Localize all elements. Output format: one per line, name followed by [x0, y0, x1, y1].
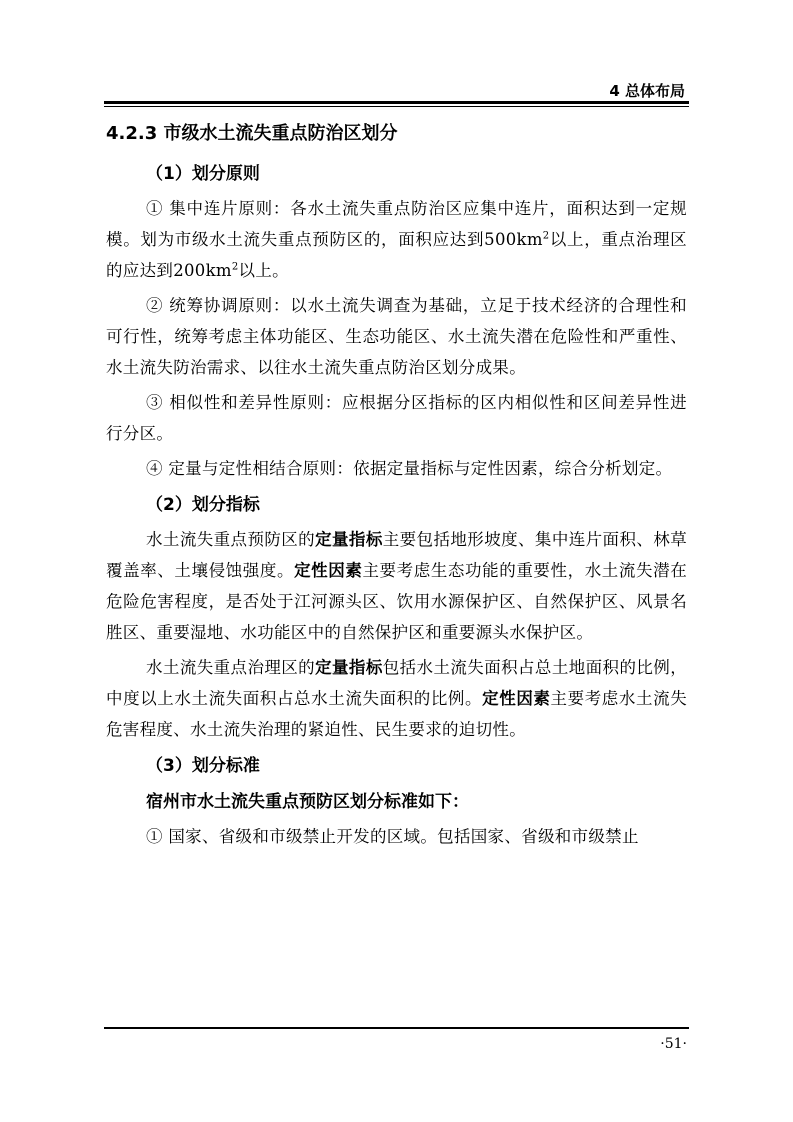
paragraph-prevention-indicators — [106, 524, 687, 648]
paragraph-standard-1: ① 国家、省级和市级禁止开发的区域。包括国家、省级和市级禁止 — [146, 827, 639, 846]
section-title: 4.2.3 市级水土流失重点防治区划分 — [106, 123, 398, 144]
subsection-heading-standards: （3）划分标准 — [146, 756, 260, 776]
superscript: 2 — [231, 261, 239, 273]
page-body — [106, 123, 687, 856]
text-run: 以上，重点治理区的应达到200km — [106, 230, 687, 280]
keyword-quantitative: 定量指标 — [315, 530, 383, 549]
running-header: 4 总体布局 — [609, 82, 685, 100]
subsection-heading-indicators: （2）划分指标 — [146, 495, 260, 515]
text-run: 主要包括地形坡度、集中连片面积、林草覆盖率、土壤侵蚀强度。 — [106, 530, 687, 580]
keyword-qualitative: 定性因素 — [482, 689, 551, 708]
text-run: 包括水土流失面积占总土地面积的比例，中度以上水土流失面积占总水土流失面积的比例。 — [106, 658, 687, 708]
page-number: ·51· — [660, 1036, 687, 1052]
header-rule — [104, 101, 689, 104]
text-run: 主要考虑水土流失危害程度、水土流失治理的紧迫性、民生要求的迫切性。 — [106, 689, 687, 739]
subsection-heading-principles: （1）划分原则 — [146, 164, 260, 184]
standards-intro: 宿州市水土流失重点预防区划分标准如下： — [146, 792, 469, 812]
text-run: ① 集中连片原则：各水土流失重点防治区应集中连片，面积达到一定规模。划为市级水土流失重点预防区的，面积应达到500km — [106, 199, 687, 249]
keyword-qualitative: 定性因素 — [294, 561, 363, 580]
paragraph-principle-1 — [106, 193, 687, 286]
text-run: 主要考虑生态功能的重要性，水土流失潜在危险危害程度，是否处于江河源头区、饮用水源保护区、自然保护区、风景名胜区、重要湿地、水功能区中的自然保护区和重要源头水保护区。 — [106, 561, 687, 642]
superscript: 2 — [542, 230, 550, 242]
text-run: 以上。 — [238, 261, 289, 280]
text-run: 水土流失重点治理区的 — [146, 658, 316, 677]
text-run: 水土流失重点预防区的 — [146, 530, 316, 549]
paragraph-treatment-indicators — [106, 652, 687, 745]
header-rule-thin — [104, 106, 689, 107]
footer-rule — [104, 1027, 689, 1029]
keyword-quantitative: 定量指标 — [315, 658, 383, 677]
paragraph-principle-3: ③ 相似性和差异性原则：应根据分区指标的区内相似性和区间差异性进行分区。 — [106, 393, 687, 443]
paragraph-principle-2: ② 统筹协调原则：以水土流失调查为基础，立足于技术经济的合理性和可行性，统筹考虑主体功能区、生态功能区、水土流失潜在危险性和严重性、水土流失防治需求、以往水土流失重点防治区划分成果。 — [106, 296, 687, 377]
paragraph-principle-4: ④ 定量与定性相结合原则：依据定量指标与定性因素，综合分析划定。 — [146, 459, 673, 478]
